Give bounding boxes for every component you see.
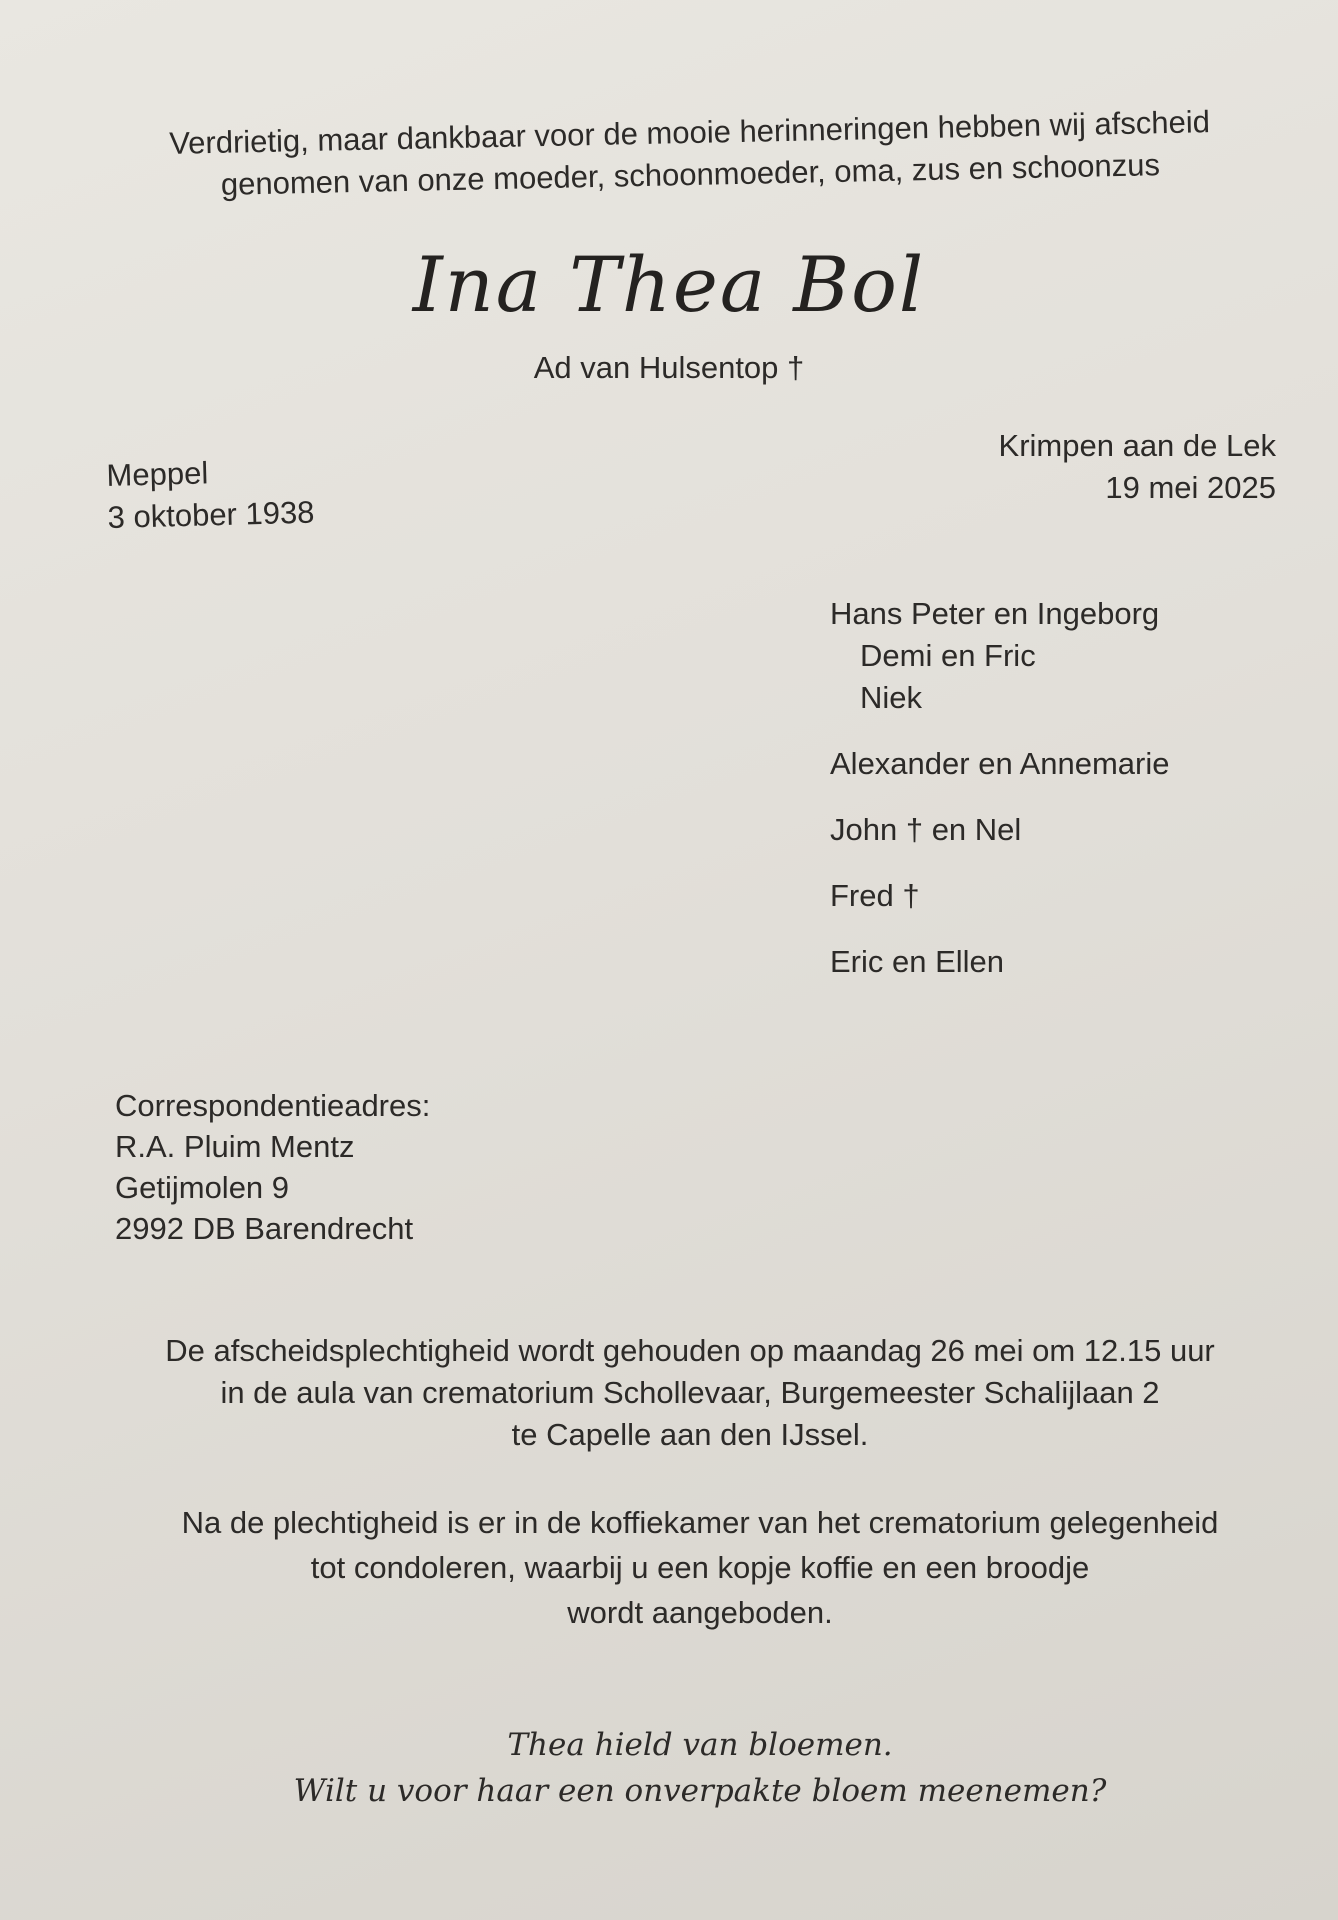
deceased-name: Ina Thea Bol — [412, 240, 926, 329]
service-line-3: te Capelle aan den IJssel. — [511, 1417, 869, 1452]
intro-line-1: Verdrietig, maar dankbaar voor de mooie herinneringen hebben wij afscheid — [168, 104, 1211, 161]
condolence-announcement — [100, 1500, 1300, 1635]
service-line-2: in de aula van crematorium Schollevaar, Burgemeester Schalijlaan 2 — [220, 1375, 1160, 1410]
family-group — [830, 593, 1170, 719]
intro-text — [109, 100, 1271, 208]
birth-date: 3 oktober 1938 — [107, 494, 315, 535]
correspondence-address — [115, 1085, 430, 1249]
coffee-line-3: wordt aangeboden. — [567, 1595, 833, 1630]
flowers-note — [0, 1722, 1338, 1814]
coffee-line-1: Na de plechtigheid is er in de koffiekamer van het crematorium gelegenheid — [181, 1505, 1219, 1540]
family-member: Hans Peter en Ingeborg — [830, 596, 1160, 631]
service-line-1: De afscheidsplechtigheid wordt gehouden op maandag 26 mei om 12.15 uur — [165, 1333, 1215, 1368]
coffee-line-2: tot condoleren, waarbij u een kopje koffie en een broodje — [310, 1550, 1090, 1585]
correspondence-city: 2992 DB Barendrecht — [115, 1211, 414, 1246]
death-place: Krimpen aan de Lek — [998, 428, 1276, 463]
family-member: Eric en Ellen — [830, 944, 1005, 979]
family-grandchild: Niek — [860, 680, 923, 715]
flowers-line-1: Thea hield van bloemen. — [507, 1727, 893, 1763]
family-member: Fred † — [830, 878, 920, 913]
death-date: 19 mei 2025 — [1105, 470, 1276, 505]
birth-info — [106, 450, 315, 539]
service-announcement — [100, 1330, 1280, 1456]
death-info — [999, 425, 1276, 509]
spouse-name: Ad van Hulsentop † — [533, 350, 805, 385]
correspondence-name: R.A. Pluim Mentz — [115, 1129, 355, 1164]
family-grandchild: Demi en Fric — [860, 638, 1036, 673]
correspondence-label: Correspondentieadres: — [115, 1088, 431, 1123]
family-member: Alexander en Annemarie — [830, 746, 1170, 781]
family-list — [830, 593, 1170, 1007]
correspondence-street: Getijmolen 9 — [115, 1170, 290, 1205]
family-member: John † en Nel — [830, 812, 1022, 847]
birth-place: Meppel — [106, 455, 209, 493]
flowers-line-2: Wilt u voor haar een onverpakte bloem meenemen? — [293, 1773, 1107, 1809]
intro-line-2: genomen van onze moeder, schoonmoeder, oma, zus en schoonzus — [220, 147, 1161, 202]
